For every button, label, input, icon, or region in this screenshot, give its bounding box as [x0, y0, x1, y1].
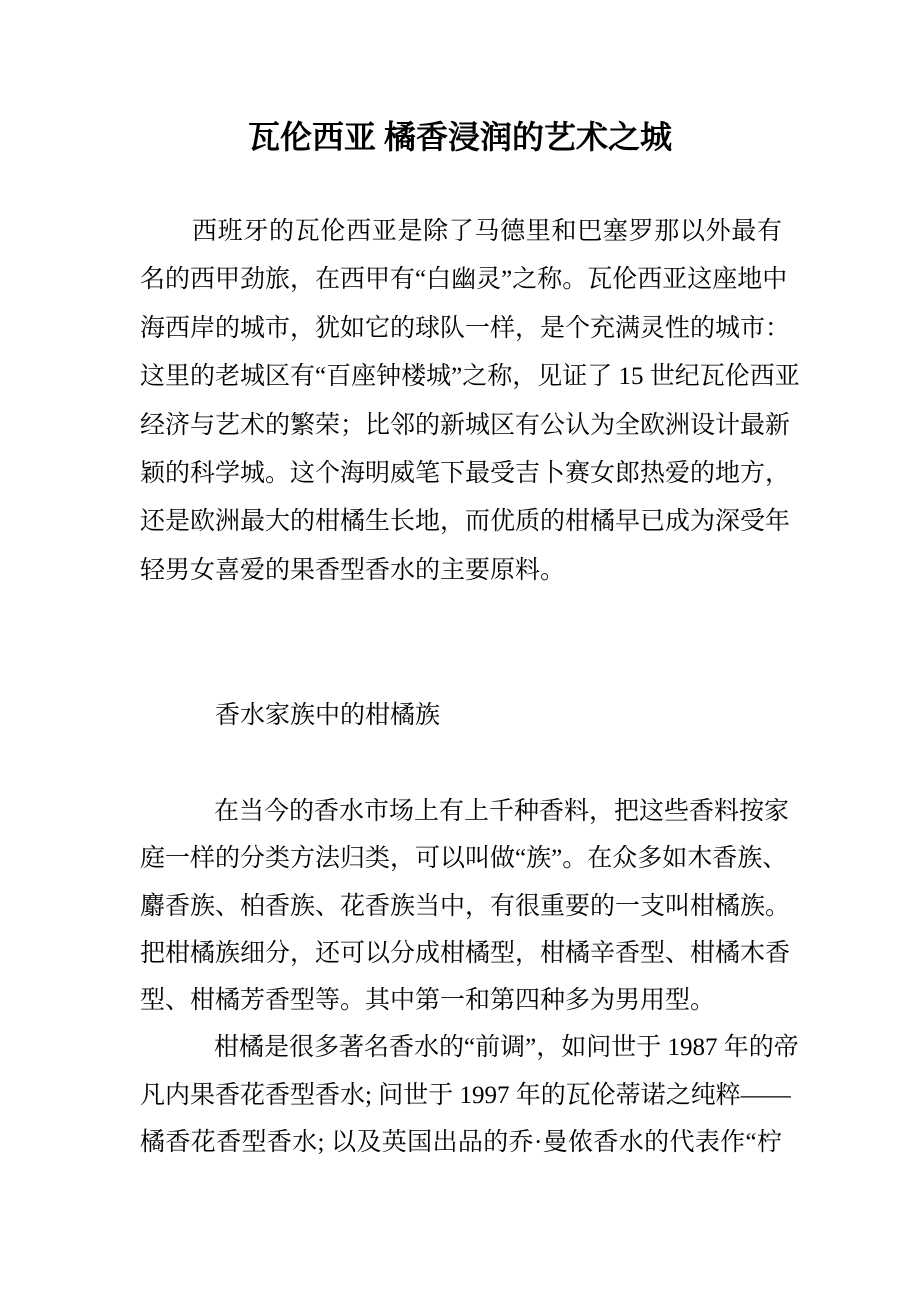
paragraph-body — [140, 788, 799, 1166]
text-line: 名的西甲劲旅，在西甲有“白幽灵”之称。瓦伦西亚这座地中 — [140, 266, 788, 294]
text-line: 型、柑橘芳香型等。其中第一和第四种多为男用型。 — [140, 987, 716, 1015]
section-heading: 香水家族中的柑橘族 — [215, 702, 441, 729]
text-line: 橘香花香型香水; 以及英国出品的乔·曼侬香水的代表作“柠 — [140, 1129, 782, 1157]
text-line: 西班牙的瓦伦西亚是除了马德里和巴塞罗那以外最有 — [192, 218, 782, 245]
text-line: 麝香族、柏香族、花香族当中，有很重要的一支叫柑橘族。 — [140, 892, 791, 920]
text-line: 在当今的香水市场上有上千种香料，把这些香料按家 — [214, 798, 790, 825]
text-line: 把柑橘族细分，还可以分成柑橘型，柑橘辛香型、柑橘木香 — [140, 939, 791, 967]
paragraph-intro — [140, 208, 800, 595]
text-line: 轻男女喜爱的果香型香水的主要原料。 — [140, 556, 566, 584]
text-line: 颖的科学城。这个海明威笔下最受吉卜赛女郎热爱的地方， — [140, 459, 791, 487]
text-line: 经济与艺术的繁荣；比邻的新城区有公认为全欧洲设计最新 — [140, 411, 791, 439]
text-line: 海西岸的城市，犹如它的球队一样，是个充满灵性的城市： — [140, 314, 791, 342]
text-line: 庭一样的分类方法归类，可以叫做“族”。在众多如木香族、 — [140, 845, 788, 873]
document-title: 瓦伦西亚 橘香浸润的艺术之城 — [247, 119, 672, 155]
text-line: 还是欧洲最大的柑橘生长地，而优质的柑橘早已成为深受年 — [140, 508, 791, 536]
text-line: 这里的老城区有“百座钟楼城”之称，见证了 15 世纪瓦伦西亚 — [140, 363, 800, 391]
text-line: 凡内果香花香型香水; 问世于 1997 年的瓦伦蒂诺之纯粹—— — [140, 1081, 791, 1109]
text-line: 柑橘是很多著名香水的“前调”，如问世于 1987 年的帝 — [214, 1034, 799, 1062]
